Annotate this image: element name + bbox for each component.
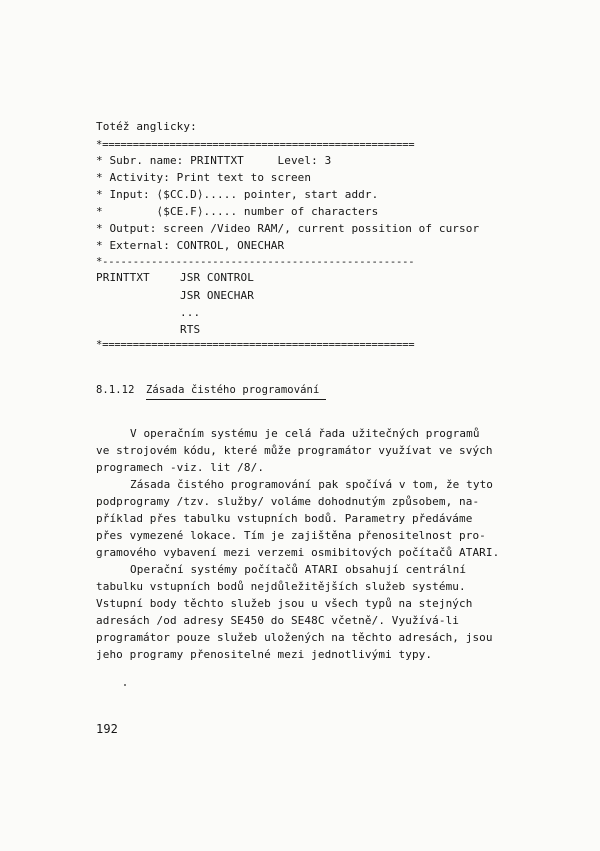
- code-rule-mid: *---------------------------------------------------: [96, 256, 415, 268]
- body-line: gramového vybavení mezi verzemi osmibitových počítačů ATARI.: [96, 546, 500, 559]
- page-number: 192: [96, 722, 118, 736]
- intro-line: Totéž anglicky:: [96, 120, 197, 133]
- code-comment-line: * ⟨$CE.F⟩..... number of characters: [96, 205, 379, 218]
- section-title-underline: [146, 399, 326, 400]
- body-line: příklad přes tabulku vstupních bodů. Parametry předáváme: [96, 512, 473, 525]
- code-comment-line: * Input: ⟨$CC.D⟩..... pointer, start addr.: [96, 188, 379, 201]
- body-line: programátor pouze služeb uložených na těchto adresách, jsou: [96, 631, 493, 644]
- code-instruction: RTS: [180, 323, 201, 336]
- code-instruction: JSR ONECHAR: [180, 289, 254, 302]
- section-number: 8.1.12: [96, 384, 135, 396]
- body-line: Vstupní body těchto služeb jsou u všech typů na stejných: [96, 597, 473, 610]
- code-comment-line: * Subr. name: PRINTTXT Level: 3: [96, 154, 332, 167]
- body-line: Zásada čistého programování pak spočívá v tom, že tyto: [130, 478, 494, 491]
- code-rule-bottom: *===================================================: [96, 339, 415, 351]
- section-title: Zásada čistého programování: [146, 384, 320, 396]
- body-line: ve strojovém kódu, které může programátor využívat ve svých: [96, 444, 493, 457]
- code-comment-line: * Output: screen /Video RAM/, current possition of cursor: [96, 222, 480, 235]
- code-instruction: ...: [180, 306, 201, 319]
- code-comment-line: * Activity: Print text to screen: [96, 171, 312, 184]
- body-line: jeho programy přenositelné mezi jednotlivými typy.: [96, 648, 433, 661]
- body-line: tabulku vstupních bodů nejdůležitějších služeb systému.: [96, 580, 466, 593]
- body-line: přes vymezené lokace. Tím je zajištěna přenositelnost pro-: [96, 529, 486, 542]
- body-line: podprogramy /tzv. služby/ voláme dohodnutým způsobem, na-: [96, 495, 480, 508]
- code-rule-top: *===================================================: [96, 139, 415, 151]
- body-line: V operačním systému je celá řada užitečných programů: [130, 427, 480, 440]
- stray-mark: [124, 684, 126, 686]
- body-line: programech -viz. lit /8/.: [96, 461, 265, 474]
- code-comment-line: * External: CONTROL, ONECHAR: [96, 239, 285, 252]
- code-label: PRINTTXT: [96, 271, 150, 284]
- body-line: Operační systémy počítačů ATARI obsahují centrální: [130, 563, 467, 576]
- code-instruction: JSR CONTROL: [180, 271, 254, 284]
- body-line: adresách /od adresy SE450 do SE48C včetně/. Využívá-li: [96, 614, 460, 627]
